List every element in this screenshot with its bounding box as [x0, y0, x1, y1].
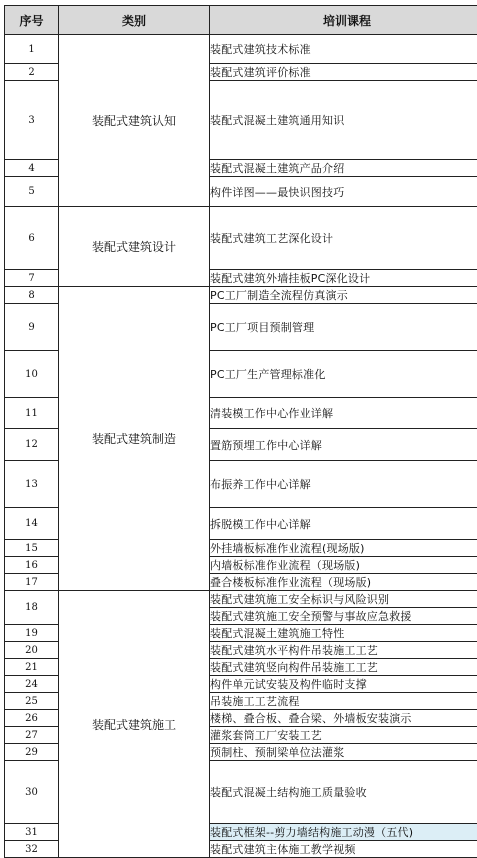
row-number: 3: [5, 81, 59, 160]
table-row: [5, 591, 477, 608]
header-row: [5, 6, 477, 35]
row-number: 4: [5, 160, 59, 177]
row-number: 25: [5, 693, 59, 710]
header-category: 类别: [59, 6, 210, 35]
row-number: 27: [5, 727, 59, 744]
course-name: 构件单元试安装及构件临时支撑: [210, 676, 477, 693]
category-cell: 装配式建筑认知: [59, 35, 210, 207]
row-number: 2: [5, 64, 59, 81]
course-name: 清装模工作中心作业详解: [210, 398, 477, 429]
course-name: 装配式建筑水平构件吊装施工工艺: [210, 642, 477, 659]
row-number: 32: [5, 841, 59, 858]
category-cell: 装配式建筑施工: [59, 591, 210, 858]
row-number: 11: [5, 398, 59, 429]
row-number: 29: [5, 744, 59, 761]
course-name: 预制柱、预制梁单位法灌浆: [210, 744, 477, 761]
row-number: 1: [5, 35, 59, 64]
row-number: 16: [5, 557, 59, 574]
course-name: 装配式建筑施工安全标识与风险识别: [210, 591, 477, 608]
course-name: 外挂墙板标准作业流程(现场版): [210, 540, 477, 557]
header-seq: 序号: [5, 6, 59, 35]
course-name: 置筋预埋工作中心详解: [210, 429, 477, 461]
row-number: 6: [5, 207, 59, 270]
course-name: 布振养工作中心详解: [210, 461, 477, 508]
row-number: 18: [5, 591, 59, 625]
course-name: 装配式建筑竖向构件吊装施工工艺: [210, 659, 477, 676]
row-number: 31: [5, 824, 59, 841]
header-course: 培训课程: [210, 6, 477, 35]
course-name: PC工厂生产管理标准化: [210, 351, 477, 398]
course-name: 吊装施工工艺流程: [210, 693, 477, 710]
course-name: 装配式混凝土建筑产品介绍: [210, 160, 477, 177]
course-name: PC工厂制造全流程仿真演示: [210, 287, 477, 304]
course-name: 灌浆套筒工厂安装工艺: [210, 727, 477, 744]
category-cell: 装配式建筑制造: [59, 287, 210, 591]
row-number: 5: [5, 177, 59, 207]
course-name: 叠合楼板标准作业流程（现场版): [210, 574, 477, 591]
course-name: 构件详图——最快识图技巧: [210, 177, 477, 207]
course-name: PC工厂项目预制管理: [210, 304, 477, 351]
row-number: 24: [5, 676, 59, 693]
course-table: [4, 5, 477, 858]
table-row: [5, 287, 477, 304]
row-number: 20: [5, 642, 59, 659]
course-name: 装配式建筑主体施工教学视频: [210, 841, 477, 858]
row-number: 21: [5, 659, 59, 676]
table-row: [5, 35, 477, 64]
table-row: [5, 207, 477, 270]
course-name: 楼梯、叠合板、叠合梁、外墙板安装演示: [210, 710, 477, 727]
row-number: 13: [5, 461, 59, 508]
row-number: 17: [5, 574, 59, 591]
row-number: 7: [5, 270, 59, 287]
course-name: 装配式混凝土建筑施工特性: [210, 625, 477, 642]
course-name: 装配式混凝土结构施工质量验收: [210, 761, 477, 824]
row-number: 14: [5, 508, 59, 540]
row-number: 12: [5, 429, 59, 461]
course-name: 装配式框架--剪力墙结构施工动漫（五代): [210, 824, 477, 841]
row-number: 8: [5, 287, 59, 304]
row-number: 15: [5, 540, 59, 557]
course-name: 装配式建筑外墙挂板PC深化设计: [210, 270, 477, 287]
row-number: 26: [5, 710, 59, 727]
course-name: 装配式建筑评价标准: [210, 64, 477, 81]
category-cell: 装配式建筑设计: [59, 207, 210, 287]
course-name: 内墙板标准作业流程（现场版): [210, 557, 477, 574]
course-name: 装配式建筑技术标准: [210, 35, 477, 64]
row-number: 30: [5, 761, 59, 824]
course-name: 装配式建筑工艺深化设计: [210, 207, 477, 270]
row-number: 10: [5, 351, 59, 398]
row-number: 19: [5, 625, 59, 642]
row-number: 9: [5, 304, 59, 351]
course-name: 装配式建筑施工安全预警与事故应急救援: [210, 608, 477, 625]
course-name: 装配式混凝土建筑通用知识: [210, 81, 477, 160]
course-name: 拆脱模工作中心详解: [210, 508, 477, 540]
